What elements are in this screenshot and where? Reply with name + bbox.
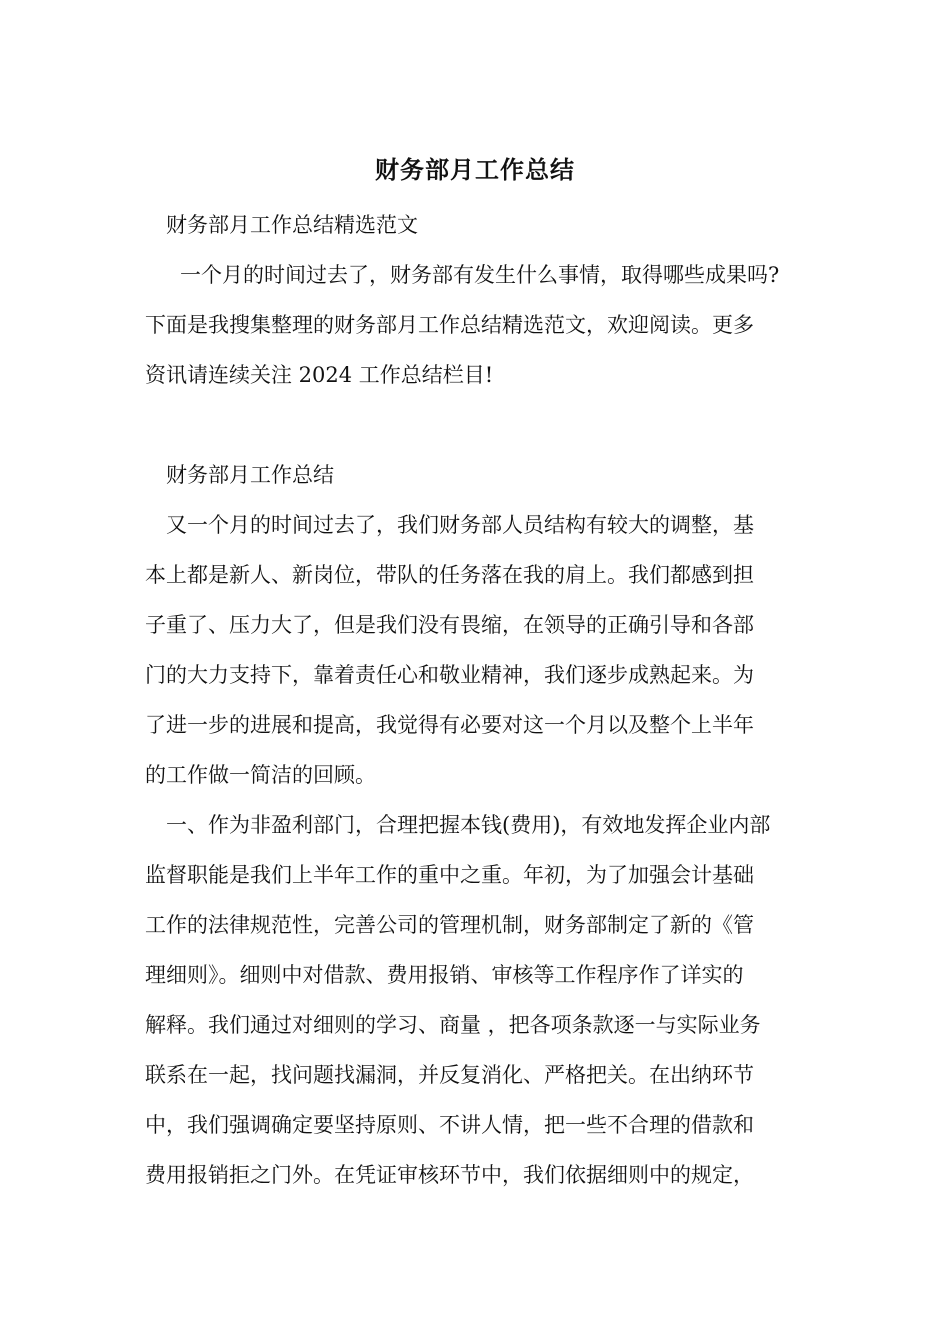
document-title: 财务部月工作总结 — [375, 155, 575, 184]
paragraph-line: 子重了、压力大了，但是我们没有畏缩，在领导的正确引导和各部 — [145, 613, 754, 637]
paragraph-line: 解释。我们通过对细则的学习、商量 ，把各项条款逐一与实际业务 — [145, 1013, 761, 1037]
paragraph-line: 理细则》。细则中对借款、费用报销、审核等工作程序作了详实的 — [145, 963, 744, 987]
paragraph-line: 了进一步的进展和提高，我觉得有必要对这一个月以及整个上半年 — [145, 713, 754, 737]
paragraph-line: 中，我们强调确定要坚持原则、不讲人情，把一些不合理的借款和 — [145, 1113, 754, 1137]
intro-line: 下面是我搜集整理的财务部月工作总结精选范文，欢迎阅读。更多 — [145, 313, 754, 337]
paragraph-line: 的工作做一简洁的回顾。 — [145, 763, 376, 787]
paragraph-section-one — [145, 800, 813, 1200]
paragraph-line: 联系在一起，找问题找漏洞，并反复消化、严格把关。在出纳环节 — [145, 1063, 754, 1087]
document-subtitle — [145, 200, 813, 250]
section-heading — [145, 450, 813, 500]
paragraph-line: 门的大力支持下，靠着责任心和敬业精神，我们逐步成熟起来。为 — [145, 663, 754, 687]
paragraph-line: 费用报销拒之门外。在凭证审核环节中，我们依据细则中的规定， — [145, 1163, 754, 1187]
paragraph-line: 又一个月的时间过去了，我们财务部人员结构有较大的调整，基 — [166, 513, 754, 537]
intro-line: 资讯请连续关注 2024 工作总结栏目! — [145, 363, 494, 387]
paragraph-line: 一、作为非盈利部门，合理把握本钱(费用)，有效地发挥企业内部 — [166, 813, 771, 837]
paragraph-review — [145, 500, 813, 800]
intro-paragraph — [145, 250, 813, 400]
paragraph-line: 本上都是新人、新岗位，带队的任务落在我的肩上。我们都感到担 — [145, 563, 754, 587]
subtitle-line: 财务部月工作总结精选范文 — [166, 213, 418, 237]
paragraph-line: 工作的法律规范性，完善公司的管理机制，财务部制定了新的《管 — [145, 913, 754, 937]
section-heading-line: 财务部月工作总结 — [166, 463, 334, 487]
paragraph-line: 监督职能是我们上半年工作的重中之重。年初，为了加强会计基础 — [145, 863, 754, 887]
intro-line: 一个月的时间过去了，财务部有发生什么事情，取得哪些成果吗? — [180, 263, 780, 287]
